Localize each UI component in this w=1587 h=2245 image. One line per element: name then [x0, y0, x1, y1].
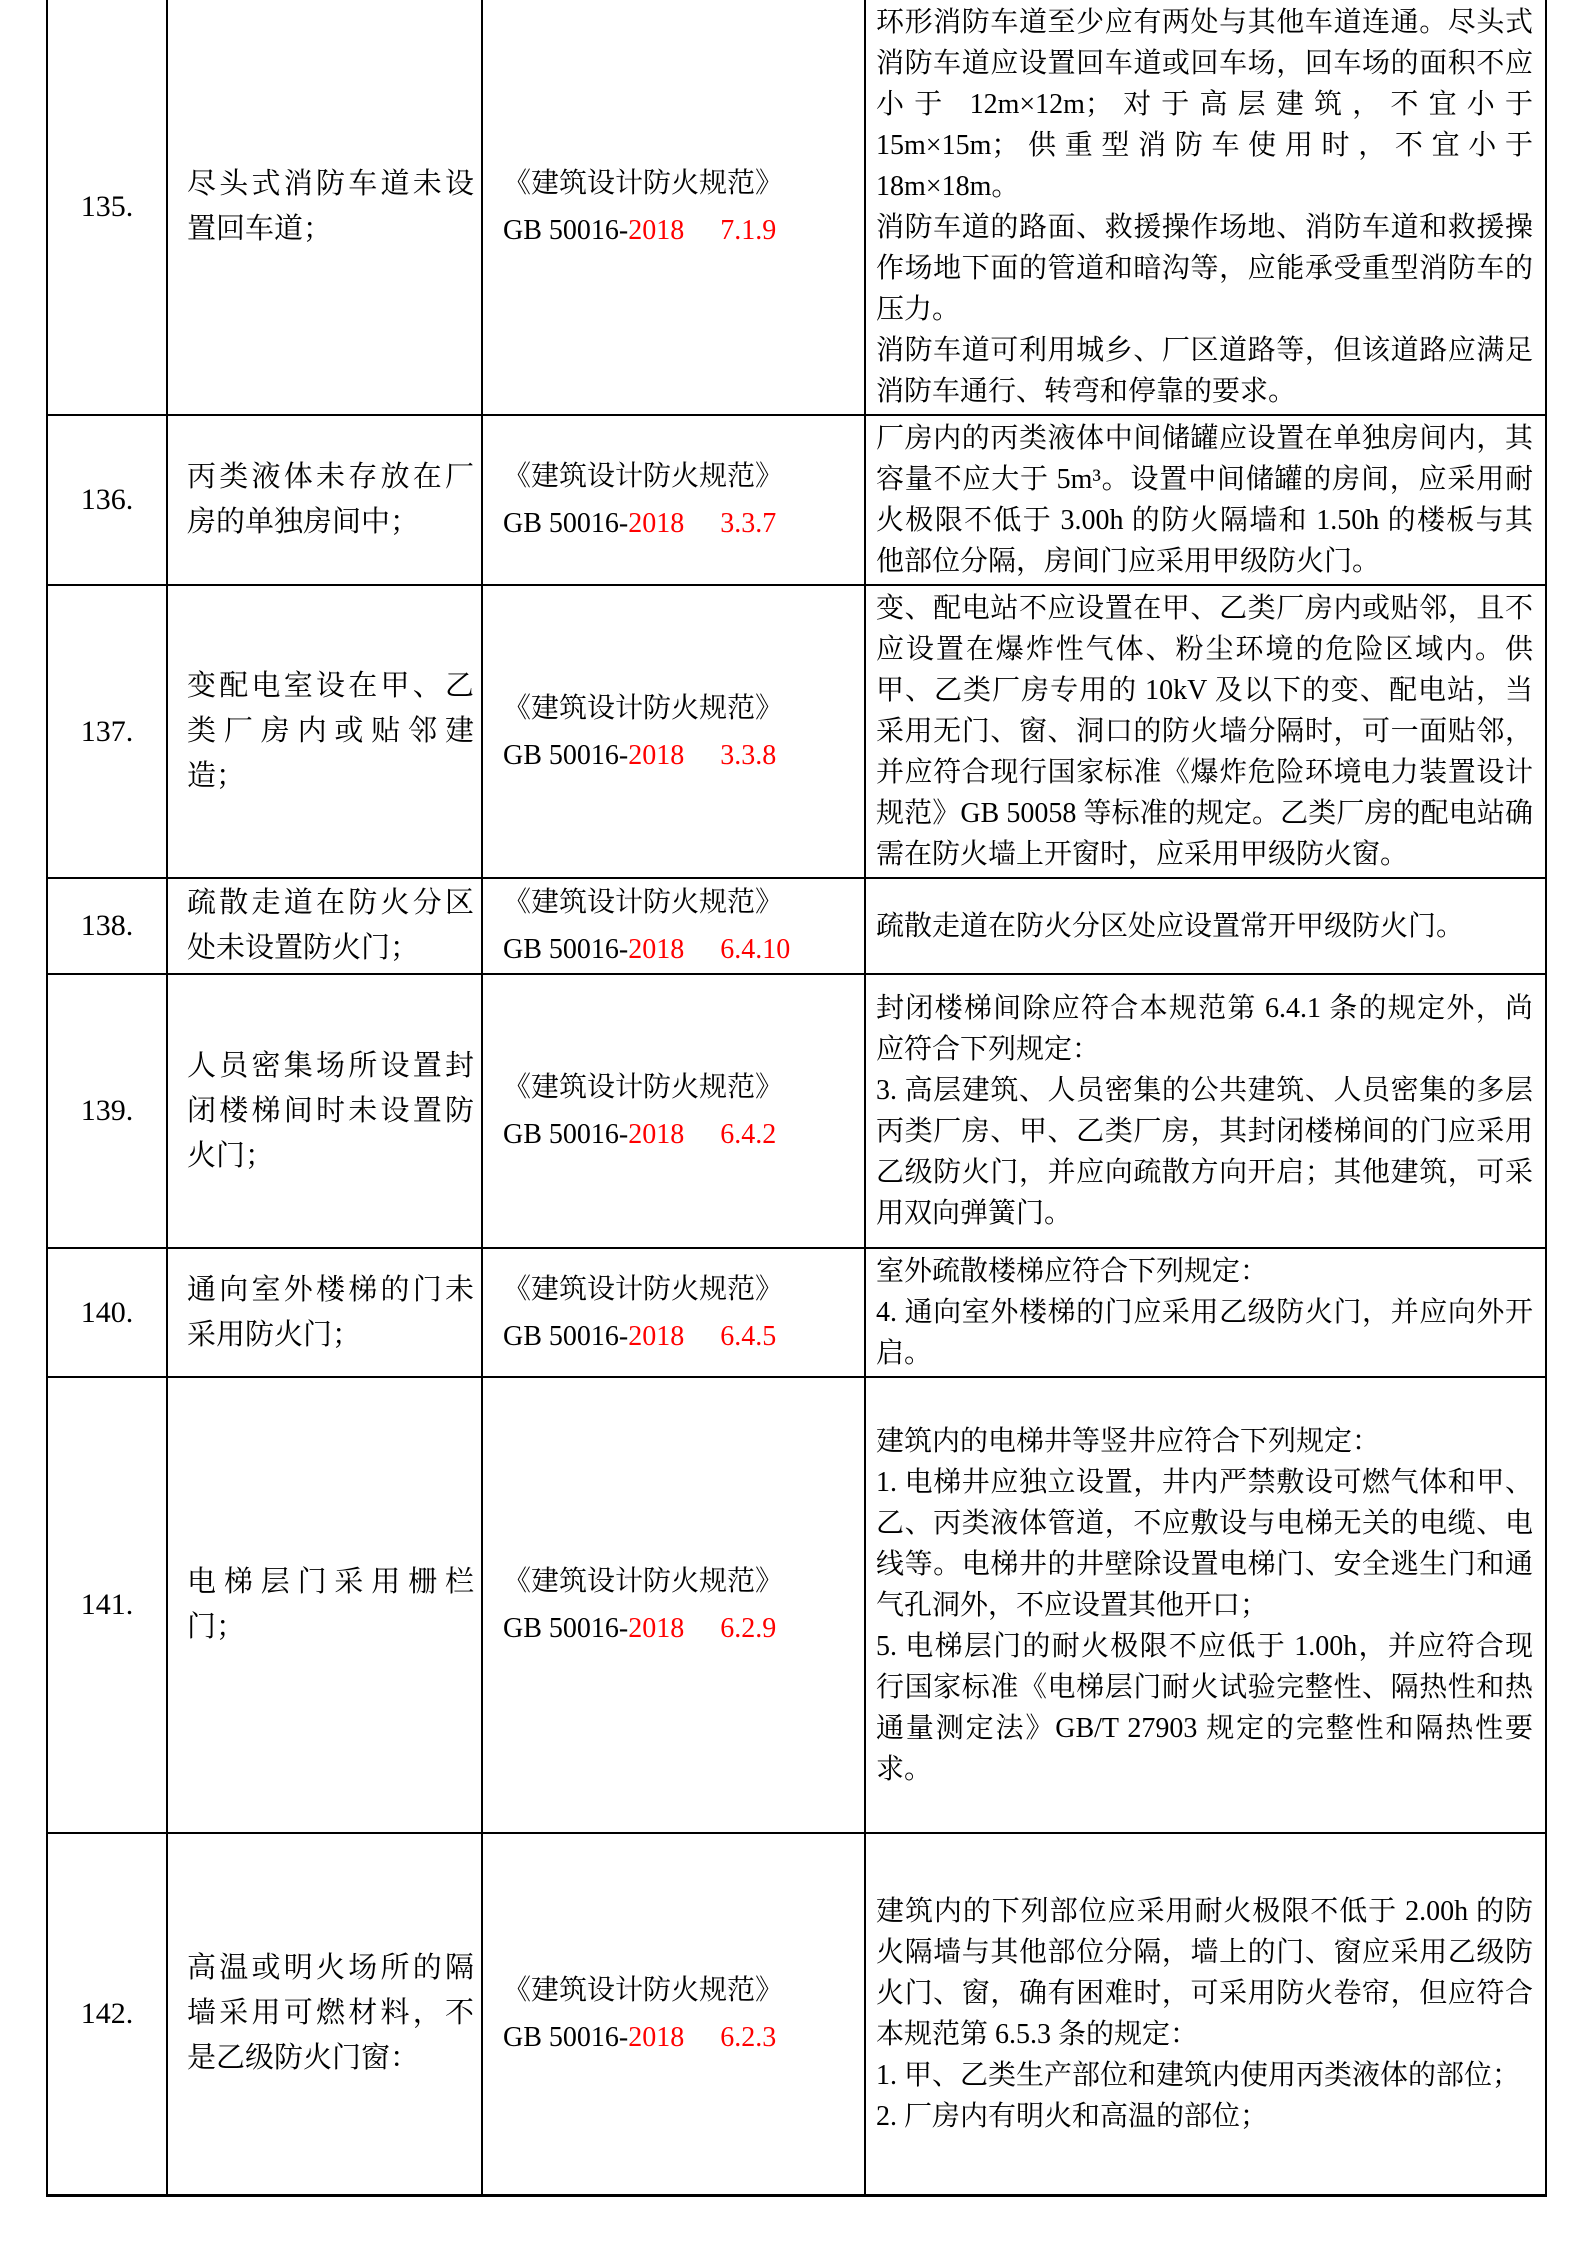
violation-cell: [167, 1833, 482, 2195]
standard-code-line: [503, 926, 852, 973]
regulation-paragraph: 4. 通向室外楼梯的门应采用乙级防火门，并应向外开启。: [876, 1297, 1533, 1369]
violation-text: 通向室外楼梯的门未采用防火门；: [187, 1273, 474, 1351]
regulation-paragraph: 建筑内的电梯井等竖井应符合下列规定：: [876, 1425, 1381, 1457]
table-row: [47, 1377, 1546, 1833]
standard-code: GB 50016-: [503, 934, 629, 965]
standard-code-line: [503, 2014, 852, 2061]
violation-text: 尽头式消防车道未设置回车道；: [187, 168, 474, 245]
violation-cell: [167, 878, 482, 974]
standard-name: 《建筑设计防火规范》: [503, 887, 784, 918]
standard-code: GB 50016-: [503, 508, 629, 539]
standard-year: 2018: [628, 1320, 685, 1352]
standard-code-line: [503, 500, 852, 547]
row-number: 138.: [80, 909, 134, 942]
row-number-cell: [47, 585, 167, 878]
standard-code: GB 50016-: [503, 1613, 629, 1644]
row-number-cell: [47, 1377, 167, 1833]
regulation-paragraph: 建筑内的下列部位应采用耐火极限不低于 2.00h 的防火隔墙与其他部位分隔，墙上的门、窗应采用乙级防火门、窗，确有困难时，可采用防火卷帘，但应符合本规范第 6.5.3 条的规定：: [876, 1895, 1533, 2050]
regulation-paragraph: 疏散走道在防火分区处应设置常开甲级防火门。: [876, 910, 1465, 942]
violation-cell: [167, 1248, 482, 1377]
standard-year: 2018: [628, 934, 685, 965]
standard-code: GB 50016-: [503, 739, 629, 771]
regulation-paragraph: 厂房内的丙类液体中间储罐应设置在单独房间内，其容量不应大于 5m³。设置中间储罐的房间，应采用耐火极限不低于 3.00h 的防火隔墙和 1.50h 的楼板与其他部位分隔，房间门应采用甲级防火门。: [876, 423, 1533, 577]
regulation-cell: [865, 974, 1546, 1248]
row-number-cell: [47, 878, 167, 974]
regulation-cell: [865, 585, 1546, 878]
violation-cell: [167, 415, 482, 585]
violation-cell: [167, 0, 482, 415]
section-number: 6.2.3: [720, 2021, 777, 2053]
table-row: [47, 1248, 1546, 1377]
standard-year: 2018: [628, 2021, 685, 2053]
standard-code-line: [503, 1605, 852, 1652]
standard-code: GB 50016-: [503, 215, 629, 246]
reference-cell: [482, 974, 865, 1248]
regulation-cell: [865, 415, 1546, 585]
regulation-cell: [865, 1248, 1546, 1377]
reference-cell: [482, 585, 865, 878]
violation-text: 人员密集场所设置封闭楼梯间时未设置防火门；: [187, 1049, 474, 1172]
fire-code-violation-table: [46, 0, 1547, 2197]
row-number: 137.: [80, 714, 134, 748]
row-number-cell: [47, 0, 167, 415]
violation-text: 变配电室设在甲、乙类厂房内或贴邻建造；: [187, 670, 474, 792]
standard-year: 2018: [628, 1119, 685, 1150]
regulation-cell: [865, 1833, 1546, 2195]
reference-cell: [482, 0, 865, 415]
regulation-paragraph: 消防车道的路面、救援操作场地、消防车道和救援操作场地下面的管道和暗沟等，应能承受重型消防车的压力。: [876, 212, 1533, 325]
table-row: [47, 974, 1546, 1248]
row-number: 142.: [80, 1996, 134, 2030]
section-number: 6.4.2: [720, 1119, 777, 1150]
regulation-paragraph: 环形消防车道至少应有两处与其他车道连通。尽头式消防车道应设置回车道或回车场，回车场的面积不应小于 12m×12m；对于高层建筑，不宜小于 15m×15m；供重型消防车使用时，不宜小于 18m×18m。: [876, 7, 1533, 202]
section-number: 6.4.5: [720, 1320, 777, 1352]
row-number: 136.: [80, 483, 134, 516]
violation-cell: [167, 585, 482, 878]
reference-cell: [482, 1377, 865, 1833]
standard-year: 2018: [628, 739, 685, 771]
standard-name: 《建筑设计防火规范》: [503, 1974, 784, 2006]
row-number: 139.: [80, 1094, 134, 1127]
regulation-cell: [865, 1377, 1546, 1833]
regulation-paragraph: 消防车道可利用城乡、厂区道路等，但该道路应满足消防车通行、转弯和停靠的要求。: [876, 335, 1533, 407]
standard-name: 《建筑设计防火规范》: [503, 1273, 784, 1305]
standard-name: 《建筑设计防火规范》: [503, 1566, 784, 1597]
regulation-paragraph: 1. 电梯井应独立设置，井内严禁敷设可燃气体和甲、乙、丙类液体管道，不应敷设与电梯无关的电缆、电线等。电梯井的井壁除设置电梯门、安全逃生门和通气孔洞外，不应设置其他开口；: [876, 1466, 1533, 1621]
standard-name: 《建筑设计防火规范》: [503, 1072, 784, 1103]
regulation-cell: [865, 0, 1546, 415]
row-number-cell: [47, 1248, 167, 1377]
reference-cell: [482, 1248, 865, 1377]
row-number: 135.: [80, 190, 134, 223]
reference-cell: [482, 1833, 865, 2195]
regulation-paragraph: 1. 甲、乙类生产部位和建筑内使用丙类液体的部位；: [876, 2059, 1521, 2091]
regulation-paragraph: 封闭楼梯间除应符合本规范第 6.4.1 条的规定外，尚应符合下列规定：: [876, 993, 1533, 1065]
row-number: 140.: [80, 1295, 134, 1329]
table-row: [47, 415, 1546, 585]
table-row: [47, 0, 1546, 415]
regulation-paragraph: 室外疏散楼梯应符合下列规定：: [876, 1256, 1269, 1287]
violation-cell: [167, 974, 482, 1248]
standard-name: 《建筑设计防火规范》: [503, 692, 784, 724]
standard-code-line: [503, 1313, 852, 1360]
standard-code-line: [503, 1111, 852, 1158]
violation-text: 疏散走道在防火分区处未设置防火门；: [187, 887, 474, 964]
row-number-cell: [47, 415, 167, 585]
row-number-cell: [47, 1833, 167, 2195]
violation-text: 高温或明火场所的隔墙采用可燃材料，不是乙级防火门窗：: [187, 1952, 474, 2075]
standard-code-line: [503, 207, 852, 254]
standard-code: GB 50016-: [503, 1320, 629, 1352]
table-row: [47, 1833, 1546, 2195]
section-number: 3.3.8: [720, 739, 777, 771]
standard-year: 2018: [628, 1613, 685, 1644]
regulation-paragraph: 3. 高层建筑、人员密集的公共建筑、人员密集的多层丙类厂房、甲、乙类厂房，其封闭楼梯间的门应采用乙级防火门，并应向疏散方向开启；其他建筑，可采用双向弹簧门。: [876, 1075, 1533, 1229]
table-row: [47, 585, 1546, 878]
row-number: 141.: [80, 1588, 134, 1621]
standard-year: 2018: [628, 215, 685, 246]
standard-name: 《建筑设计防火规范》: [503, 168, 784, 199]
section-number: 3.3.7: [720, 508, 777, 539]
standard-year: 2018: [628, 508, 685, 539]
regulation-paragraph: 变、配电站不应设置在甲、乙类厂房内或贴邻，且不应设置在爆炸性气体、粉尘环境的危险区域内。供甲、乙类厂房专用的 10kV 及以下的变、配电站，当采用无门、窗、洞口的防火墙分隔时，可一面贴邻，并应符合现行国家标准《爆炸危险环境电力装置设计规范》GB 50058 等标准的规定。乙类厂房的配电站确需在防火墙上开窗时，应采用甲级防火窗。: [876, 593, 1533, 870]
standard-code: GB 50016-: [503, 1119, 629, 1150]
section-number: 6.4.10: [720, 934, 791, 965]
standard-code: GB 50016-: [503, 2021, 629, 2053]
standard-code-line: [503, 732, 852, 779]
violation-text: 电梯层门采用栅栏门；: [187, 1566, 474, 1643]
table-body: [47, 0, 1546, 2195]
violation-cell: [167, 1377, 482, 1833]
regulation-cell: [865, 878, 1546, 974]
row-number-cell: [47, 974, 167, 1248]
regulation-paragraph: 5. 电梯层门的耐火极限不应低于 1.00h，并应符合现行国家标准《电梯层门耐火试验完整性、隔热性和热通量测定法》GB/T 27903 规定的完整性和隔热性要求。: [876, 1630, 1533, 1785]
section-number: 7.1.9: [720, 215, 777, 246]
regulation-paragraph: 2. 厂房内有明火和高温的部位；: [876, 2100, 1269, 2132]
table-row: [47, 878, 1546, 974]
section-number: 6.2.9: [720, 1613, 777, 1644]
reference-cell: [482, 415, 865, 585]
standard-name: 《建筑设计防火规范》: [503, 461, 784, 492]
reference-cell: [482, 878, 865, 974]
violation-text: 丙类液体未存放在厂房的单独房间中；: [187, 461, 474, 538]
